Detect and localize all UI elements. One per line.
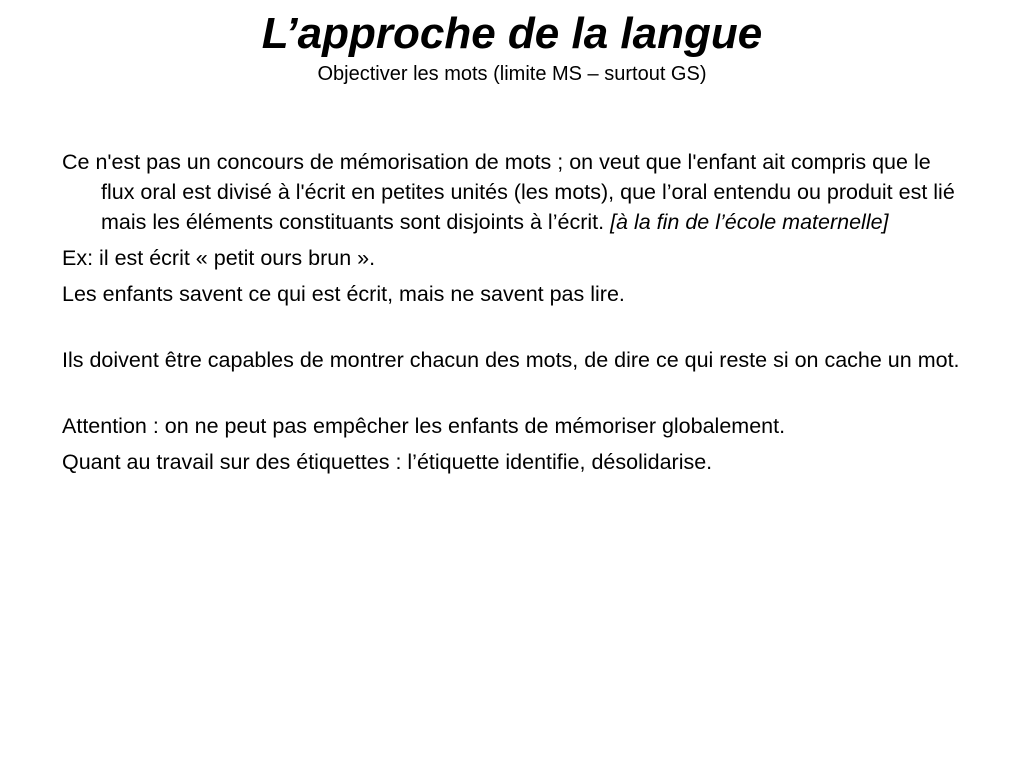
slide-subtitle: Objectiver les mots (limite MS – surtout GS): [317, 63, 707, 85]
paragraph-etiquettes: Quant au travail sur des étiquettes : l’étiquette identifie, désolidarise.: [62, 450, 713, 474]
title-block: [0, 8, 1024, 88]
slide-body: [62, 147, 962, 477]
paragraph-concours: [62, 147, 962, 237]
paragraph-attention: Attention : on ne peut pas empêcher les enfants de mémoriser globalement.: [62, 414, 786, 438]
slide-title: L’approche de la langue: [261, 9, 763, 58]
paragraph-example: Ex: il est écrit « petit ours brun ».: [62, 246, 376, 270]
paragraph-concours-note: [à la fin de l’école maternelle]: [610, 210, 889, 234]
paragraph-concours-text: Ce n'est pas un concours de mémorisation de mots ; on veut que l'enfant ait compris que le flux oral est divisé à l'écrit en petites unités (les mots), que l’oral entendu ou produit est lié mais les éléments constituants sont disjoints à l’écrit.: [62, 150, 955, 234]
paragraph-savent: Les enfants savent ce qui est écrit, mais ne savent pas lire.: [62, 282, 625, 306]
paragraph-capables: Ils doivent être capables de montrer chacun des mots, de dire ce qui reste si on cache un mot.: [62, 348, 960, 372]
